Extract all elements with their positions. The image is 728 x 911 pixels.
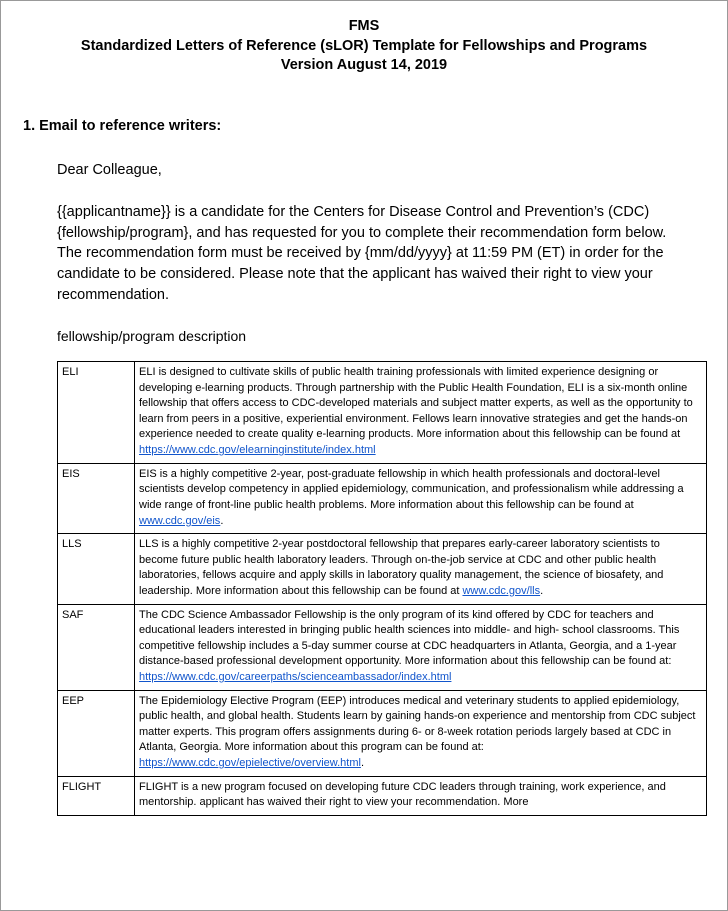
description-text-tail: .	[360, 757, 364, 770]
table-row	[58, 776, 707, 815]
table-row	[58, 362, 707, 464]
fellowship-description-table	[57, 361, 707, 816]
document-header	[23, 17, 705, 76]
program-description	[135, 776, 707, 815]
program-code: ELI	[58, 362, 135, 464]
program-description	[135, 362, 707, 464]
section-heading-email: 1. Email to reference writers:	[23, 117, 222, 134]
program-link[interactable]: https://www.cdc.gov/elearninginstitute/index.html	[139, 444, 376, 457]
email-paragraph: {{applicantname}} is a candidate for the Centers for Disease Control and Prevention’s (CDC) {fellowship/program}, and has requested for you to complete their recommendation form below. The recommendation form must be received by {mm/dd/yyyy} at 11:59 PM (ET) in order for the candidate to be considered. Please note that the applicant has waived their right to view your recommendation.	[57, 204, 667, 303]
email-body	[57, 160, 683, 347]
salutation: Dear Colleague,	[57, 161, 162, 178]
program-code: SAF	[58, 604, 135, 690]
program-link[interactable]: www.cdc.gov/lls	[462, 584, 541, 597]
program-description	[135, 604, 707, 690]
description-text-tail: .	[540, 584, 544, 597]
table-row	[58, 604, 707, 690]
program-code: FLIGHT	[58, 776, 135, 815]
description-text-tail: .	[220, 514, 224, 527]
program-code: LLS	[58, 534, 135, 604]
program-code: EEP	[58, 690, 135, 776]
table-row	[58, 534, 707, 604]
table-body	[58, 362, 707, 816]
header-line-3: Version August 14, 2019	[280, 57, 448, 74]
description-text: LLS is a highly competitive 2-year postdoctoral fellowship that prepares early-career laboratory scientists to become future public health laboratory leaders. Through on-the-job service at CDC and other public health laboratories, fellows acquire and apply skills in laboratory quality management, the science of biosafety, and leadership. More information about this fellowship can be found at	[139, 538, 664, 597]
description-label: fellowship/program description	[57, 328, 247, 345]
description-text: The CDC Science Ambassador Fellowship is the only program of its kind offered by CDC for teachers and educational leaders interested in bringing public health sciences into middle- and high- school classrooms. This competitive fellowship includes a 5-day summer course at CDC headquarters in Atlanta, Georgia, and a 1-year distance-based professional development opportunity. More information about this fellowship can be found at:	[139, 608, 680, 668]
header-line-2: Standardized Letters of Reference (sLOR) Template for Fellowships and Programs	[80, 37, 648, 54]
table-row	[58, 690, 707, 776]
program-description	[135, 534, 707, 604]
program-description	[135, 690, 707, 776]
program-link[interactable]: www.cdc.gov/eis	[139, 514, 221, 527]
program-description	[135, 463, 707, 533]
header-line-1: FMS	[348, 18, 380, 34]
program-link[interactable]: https://www.cdc.gov/careerpaths/scienceambassador/index.html	[139, 671, 452, 683]
program-code: EIS	[58, 463, 135, 533]
program-link[interactable]: https://www.cdc.gov/epielective/overview.html	[139, 757, 361, 770]
description-text: ELI is designed to cultivate skills of public health training professionals with limited experience designing or developing e-learning products. Through partnership with the Public Health Foundation, ELI is a six-month online fellowship that offers access to CDC-developed materials and subject matter experts, as well as the opportunity to learn from peers in a positive, experiential environment. Fellows learn innovative strategies and get the hands-on experience needed to create quality e-learning products. More information about this fellowship can be found at	[139, 366, 693, 441]
description-text: The Epidemiology Elective Program (EEP) introduces medical and veterinary students to applied epidemiology, public health, and global health. Students learn by gaining hands-on experience and mentorship from CDC subject matter experts. This program offers assignments during 6- or 8-week rotation periods largely based at CDC in Atlanta, Georgia. More information about this program can be found at:	[139, 694, 696, 754]
table-row	[58, 463, 707, 533]
description-text: EIS is a highly competitive 2-year, post-graduate fellowship in which health professionals and doctoral-level scientists develop competency in applied epidemiology, communication, and professionalism while addressing a wide range of front-line public health problems. More information about this fellowship can be found at	[139, 467, 684, 511]
description-text: FLIGHT is a new program focused on developing future CDC leaders through training, work experience, and mentorship. applicant has waived their right to view your recommendation. More	[139, 780, 666, 809]
